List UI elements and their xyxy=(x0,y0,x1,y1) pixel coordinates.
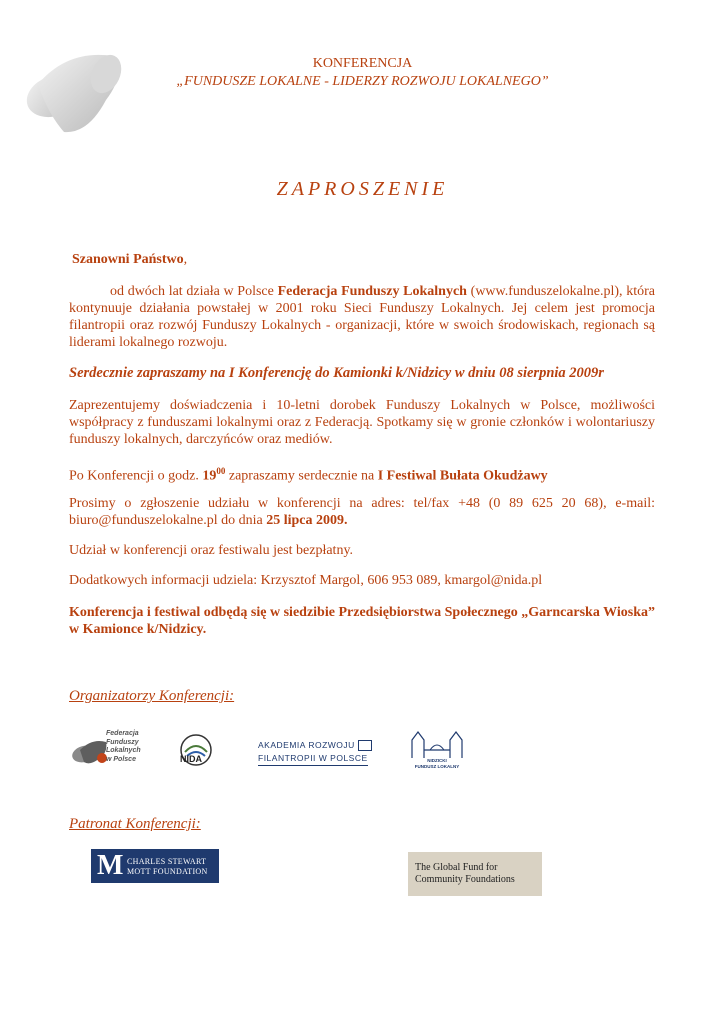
mott-line-2: MOTT FOUNDATION xyxy=(127,866,208,876)
salutation xyxy=(72,251,187,268)
nidzicki-logo xyxy=(408,730,466,772)
federacja-line-2: Funduszy xyxy=(106,738,139,746)
global-fund-line-2: Community Foundations xyxy=(415,874,515,885)
nidzicki-line-1: NIDZICKI xyxy=(427,758,447,763)
akademia-line-2: FILANTROPII W POLSCE xyxy=(258,753,368,763)
registration-text: Prosimy o zgłoszenie udziału w konferencji na adres: tel/fax +48 (0 89 625 20 68), e-mail: biuro@funduszelokalne.pl do dnia xyxy=(69,496,655,528)
akademia-box-icon xyxy=(358,740,372,751)
festival-name: I Festiwal Bułata Okudżawy xyxy=(377,468,548,484)
mott-initial: M xyxy=(97,850,124,881)
organizers-label: Organizatorzy Konferencji: xyxy=(69,688,235,704)
mott-foundation-logo xyxy=(91,849,219,883)
mott-line-1: CHARLES STEWART xyxy=(127,857,207,866)
global-fund-logo xyxy=(408,852,542,896)
akademia-logo xyxy=(258,740,373,770)
free-note: Udział w konferencji oraz festiwalu jest bezpłatny. xyxy=(69,543,354,558)
federacja-logo xyxy=(70,730,152,772)
registration-paragraph xyxy=(69,495,655,529)
registration-deadline: 25 lipca 2009. xyxy=(266,513,348,528)
nidzicki-line-2: FUNDUSZ LOKALNY xyxy=(414,763,460,769)
global-fund-line-1: The Global Fund for xyxy=(415,862,498,873)
contact-info: Dodatkowych informacji udziela: Krzysztof Margol, 606 953 089, kmargol@nida.pl xyxy=(69,573,543,588)
nida-text: NIDA xyxy=(180,754,202,764)
nida-logo xyxy=(176,732,216,772)
intro-paragraph xyxy=(69,283,655,351)
salutation-comma: , xyxy=(183,252,188,267)
intro-org-name: Federacja Funduszy Lokalnych xyxy=(277,284,467,299)
federacja-line-4: w Polsce xyxy=(106,755,136,763)
festival-paragraph xyxy=(69,463,669,485)
nida-emblem-icon xyxy=(176,732,216,772)
federacja-line-1: Federacja xyxy=(106,730,139,737)
akademia-line-1: AKADEMIA ROZWOJU xyxy=(258,740,355,750)
festival-text-2: zapraszamy serdecznie na xyxy=(225,468,378,484)
federacja-hat-icon xyxy=(70,736,110,768)
festival-minutes: 00 xyxy=(216,466,226,476)
patrons-label: Patronat Konferencji: xyxy=(69,816,201,832)
festival-hour: 19 xyxy=(202,468,217,484)
intro-text-1: od dwóch lat działa w Polsce xyxy=(110,284,278,299)
conference-title: „FUNDUSZE LOKALNE - LIDERZY ROZWOJU LOKALNEGO” xyxy=(176,74,549,89)
akademia-underline xyxy=(258,765,368,766)
invite-heading: Serdecznie zapraszamy na I Konferencję do Kamionki k/Nidzicy w dniu 08 sierpnia 2009r xyxy=(69,365,604,381)
nidzicki-castle-icon xyxy=(408,730,466,760)
festival-text-1: Po Konferencji o godz. xyxy=(69,468,203,484)
invitation-title: ZAPROSZENIE xyxy=(276,178,449,200)
venue-paragraph: Konferencja i festiwal odbędą się w siedzibie Przedsiębiorstwa Społecznego „Garncarska Wioska” w Kamionce k/Nidzicy. xyxy=(69,605,655,637)
salutation-text: Szanowni Państwo xyxy=(72,252,184,267)
intro-text-2: (www.funduszelokalne.pl), która kontynuuje działania powstałej w 2001 roku Sieci Funduszy Lokalnych. Jej celem jest promocja filantropii oraz rozwój Funduszy Lokalnych - organizacji, które w swoich środowiskach, regionach są liderami lokalnego rozwoju. xyxy=(69,284,655,350)
federacja-line-3: Lokalnych xyxy=(106,747,141,754)
present-paragraph: Zaprezentujemy doświadczenia i 10-letni dorobek Funduszy Lokalnych w Polsce, możliwości współpracy z funduszami lokalnymi oraz z Federacją. Spotkamy się w gronie członków i wolontariuszy funduszy lokalnych, darczyńców oraz mediów. xyxy=(69,398,655,447)
conference-label: KONFERENCJA xyxy=(312,56,413,71)
